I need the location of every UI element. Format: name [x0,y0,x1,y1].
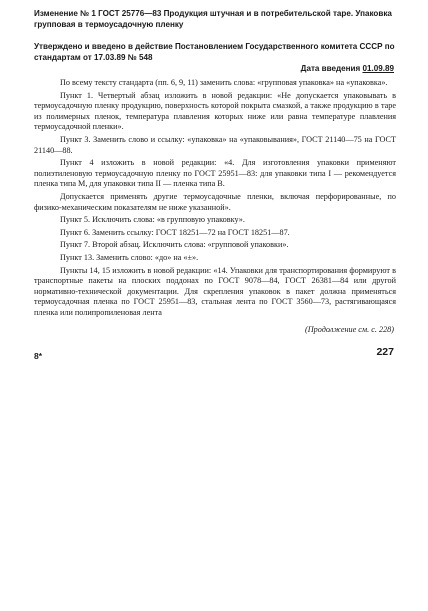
paragraph: Пункты 14, 15 изложить в новой редакции: «14. Упаковки для транспортирования формируют в транспортные пакеты на плоских поддонах по ГОСТ 9078—84, ГОСТ 26381—84 или другой нормативно-технической документации. Для скрепления упаковок в пакет должна применяться термоусадочная пленка по ГОСТ 25951—83, стальная лента по ГОСТ 3560—73, растягивающаяся пленка или полипропиленовая лента [34,265,396,317]
page-number: 227 [376,346,394,358]
signature-mark: 8* [34,351,43,361]
paragraph: Пункт 4 изложить в новой редакции: «4. Для изготовления упаковки применяют полиэтиленовую термоусадочную пленку по ГОСТ 25951—83: для упаковки типа I — рекомендуется пленка типа М, для упаковки типа II — пленка типа В. [34,158,396,189]
continuation-note: (Продолжение см. с. 228) [305,325,394,334]
paragraph: Допускается применять другие термоусадочные пленки, включая перфорированные, по физико-механическим показателям не ниже указанной». [34,191,396,212]
effective-date [301,64,394,75]
paragraph: Пункт 3. Заменить слово и ссылку: «упаковка» на «упаковывания», ГОСТ 21140—75 на ГОСТ 21140—88. [34,134,396,155]
paragraph: Пункт 7. Второй абзац. Исключить слова: «групповой упаковки». [60,240,289,250]
paragraph: Пункт 5. Исключить слова: «в групповую упаковку». [60,215,245,225]
paragraph: По всему тексту стандарта (пп. 6, 9, 11) заменить слова: «групповая упаковка» на «упаковка». [60,78,388,87]
paragraph: Пункт 6. Заменить ссылку: ГОСТ 18251—72 на ГОСТ 18251—87. [60,227,290,237]
date-label: Дата введения [300,64,361,73]
paragraph: Пункт 13. Заменить слово: «до» на «±». [60,252,199,262]
date-value: 01.09.89 [362,64,394,73]
amendment-title: Изменение № 1 ГОСТ 25776—83 Продукция штучная и в потребительской таре. Упаковка групповая в термоусадочную пленку [34,9,392,29]
approval-statement: Утверждено и введено в действие Постановлением Государственного комитета СССР по стандартам от 17.03.89 № 548 [34,42,395,62]
document-body [34,78,396,320]
paragraph: Пункт 1. Четвертый абзац изложить в новой редакции: «Не допускается упаковывать в термоусадочную пленку продукцию, поверхность которой покрыта смазкой, а также продукцию в таре из полимерных пленок, температура плавления которых ниже или равна температуре плавления термоусадочной пленки». [34,90,396,132]
